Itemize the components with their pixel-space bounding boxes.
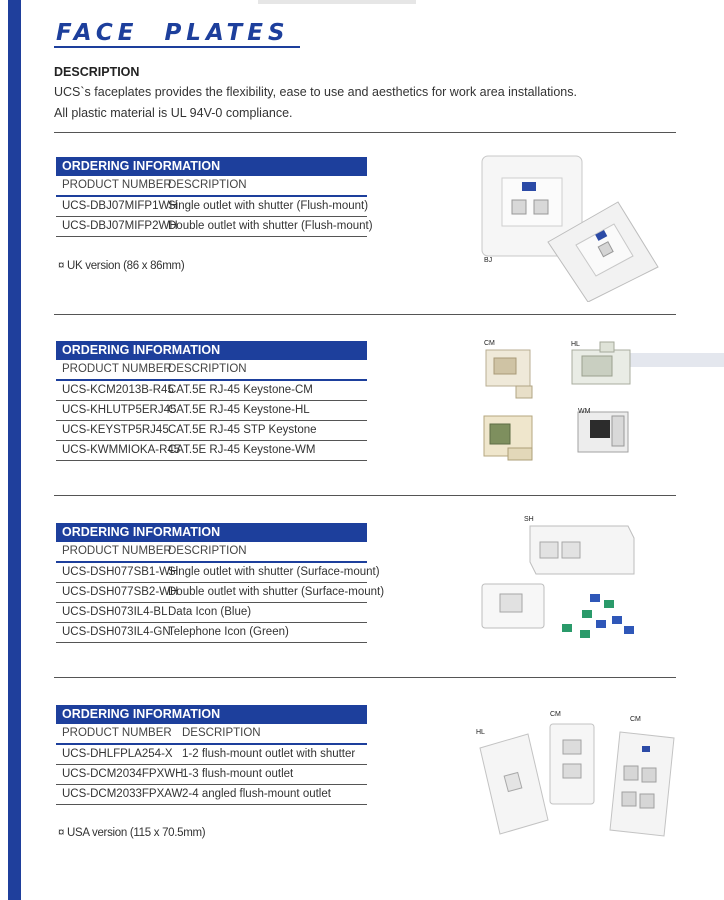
table-row [56, 745, 367, 765]
col-product-number: PRODUCT NUMBER [62, 727, 172, 739]
image-label-hl: HL [476, 729, 485, 736]
faceplate-cm-angled [610, 732, 674, 836]
faceplate-cm-two-port [550, 724, 594, 804]
ordering-table-uk-faceplates [56, 157, 373, 237]
col-product-number: PRODUCT NUMBER [62, 545, 172, 557]
product-description: CAT.5E RJ-45 Keystone-WM [168, 444, 316, 456]
product-description: Single outlet with shutter (Flush-mount) [168, 200, 369, 212]
col-product-number: PRODUCT NUMBER [62, 179, 172, 191]
outlet-port [534, 200, 548, 214]
section-divider [54, 314, 676, 315]
table-header [56, 176, 367, 197]
surface-mount-boxes-photo [478, 512, 648, 647]
product-description: 1-2 flush-mount outlet with shutter [182, 748, 356, 760]
keystone-jacks-photo [478, 336, 648, 471]
surface-box-double [530, 526, 634, 574]
ordering-heading: ORDERING INFORMATION [56, 157, 367, 176]
outlet-port [512, 200, 526, 214]
table-header [56, 542, 367, 563]
version-note: ¤ UK version (86 x 86mm) [58, 260, 185, 272]
product-description: 1-3 flush-mount outlet [182, 768, 294, 780]
product-description: Single outlet with shutter (Surface-mount) [168, 566, 380, 578]
product-number: UCS-KWMMIOKA-R45 [62, 444, 181, 456]
left-accent-bar [8, 0, 21, 900]
col-description: DESCRIPTION [168, 179, 247, 191]
product-number: UCS-DSH077SB1-WH [62, 566, 179, 578]
ordering-table-surface-mount [56, 523, 385, 643]
keystone-stp [484, 416, 532, 460]
faceplate-logo [522, 182, 536, 191]
product-number: UCS-KEYSTP5RJ45 [62, 424, 169, 436]
product-number: UCS-DCM2034FPXWH [62, 768, 184, 780]
description-line-2: All plastic material is UL 94V-0 compliance. [54, 106, 293, 120]
keystone-hl [572, 342, 630, 384]
table-row [56, 381, 367, 401]
image-label-cm: CM [484, 340, 495, 347]
page-title: FACE PLATES [56, 20, 290, 46]
keystone-cm [486, 350, 532, 398]
product-number: UCS-DSH073IL4-GN [62, 626, 171, 638]
image-label-hl: HL [571, 341, 580, 348]
table-row [56, 441, 367, 461]
table-row [56, 197, 367, 217]
product-description: Data Icon (Blue) [168, 606, 252, 618]
section-divider [54, 132, 676, 133]
ordering-heading: ORDERING INFORMATION [56, 705, 367, 724]
product-description: Double outlet with shutter (Surface-mount) [168, 586, 385, 598]
table-row [56, 623, 367, 643]
product-number: UCS-DHLFPLA254-X [62, 748, 173, 760]
product-number: UCS-KCM2013B-R45 [62, 384, 174, 396]
ordering-heading: ORDERING INFORMATION [56, 341, 367, 360]
ordering-table-usa-faceplates [56, 705, 367, 805]
usa-faceplates-photo [470, 716, 680, 838]
product-description: Telephone Icon (Green) [168, 626, 289, 638]
table-header [56, 724, 367, 745]
description-heading: DESCRIPTION [54, 65, 140, 79]
product-description: CAT.5E RJ-45 Keystone-HL [168, 404, 310, 416]
data-and-phone-icons [562, 594, 634, 638]
table-row [56, 583, 385, 603]
product-number: UCS-DSH073IL4-BL [62, 606, 168, 618]
image-label-wm: WM [578, 408, 591, 415]
col-product-number: PRODUCT NUMBER [62, 363, 172, 375]
table-row [56, 603, 367, 623]
version-note: ¤ USA version (115 x 70.5mm) [58, 827, 206, 839]
table-row [56, 401, 367, 421]
product-number: UCS-DBJ07MIFP1WH [62, 200, 178, 212]
product-number: UCS-DCM2033FPXAW [62, 788, 183, 800]
ordering-heading: ORDERING INFORMATION [56, 523, 367, 542]
section-divider [54, 495, 676, 496]
image-label-bj: BJ [484, 257, 493, 264]
table-row [56, 563, 380, 583]
ordering-table-keystones [56, 341, 367, 461]
image-label-sh: SH [524, 516, 534, 523]
col-description: DESCRIPTION [168, 363, 247, 375]
faceplate-hl [480, 734, 548, 834]
table-header [56, 360, 367, 381]
product-description: CAT.5E RJ-45 Keystone-CM [168, 384, 313, 396]
col-description: DESCRIPTION [182, 727, 261, 739]
table-row [56, 421, 367, 441]
top-tab-strip [258, 0, 416, 4]
table-row [56, 785, 367, 805]
product-number: UCS-DBJ07MIFP2WH [62, 220, 178, 232]
surface-box-single [482, 584, 544, 628]
image-label-cm: CM [630, 716, 641, 723]
col-description: DESCRIPTION [168, 545, 247, 557]
product-number: UCS-KHLUTP5ERJ45 [62, 404, 177, 416]
description-line-1: UCS`s faceplates provides the flexibility, ease to use and aesthetics for work area installations. [54, 85, 577, 99]
product-number: UCS-DSH077SB2-WH [62, 586, 179, 598]
keystone-wm [578, 412, 628, 452]
image-label-cm: CM [550, 711, 561, 718]
product-description: 2-4 angled flush-mount outlet [182, 788, 331, 800]
table-row [56, 765, 367, 785]
table-row [56, 217, 373, 237]
section-divider [54, 677, 676, 678]
product-description: Double outlet with shutter (Flush-mount) [168, 220, 373, 232]
title-underline [54, 46, 300, 48]
product-description: CAT.5E RJ-45 STP Keystone [168, 424, 317, 436]
bj-faceplate-photo [478, 152, 660, 302]
